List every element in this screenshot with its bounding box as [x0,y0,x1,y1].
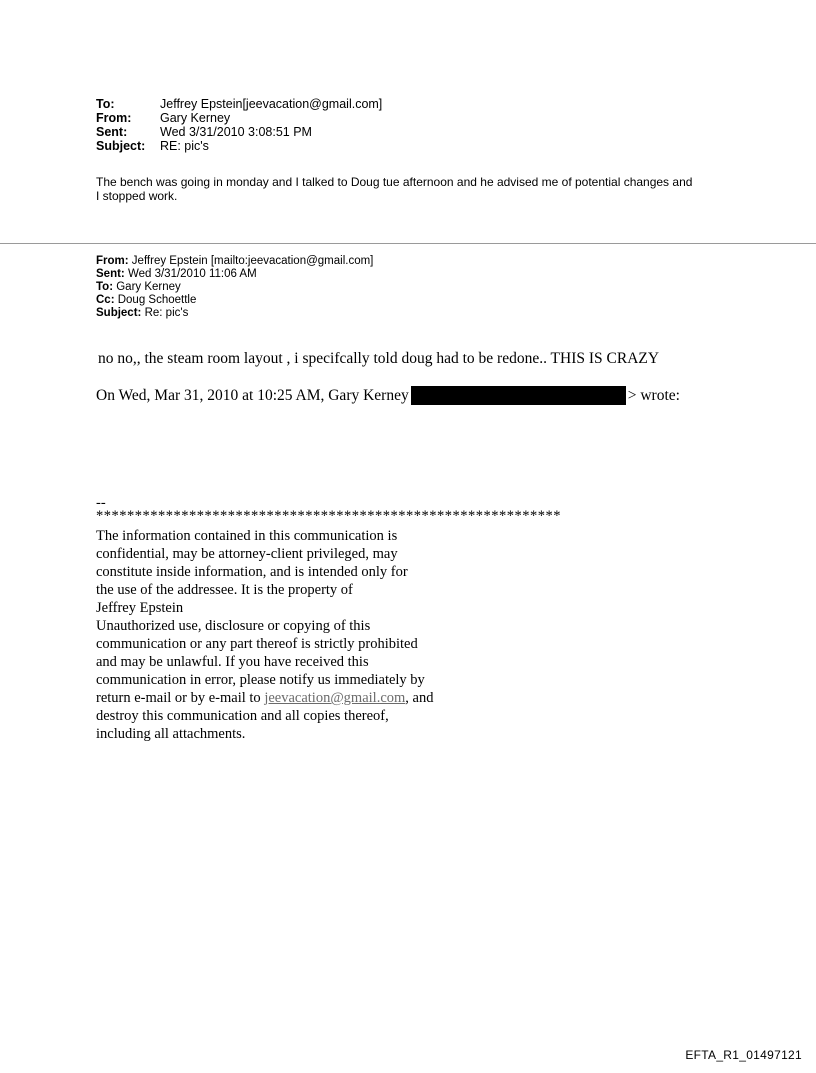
quoted-subject-value: Re: pic's [144,307,189,319]
reply-body [96,175,736,203]
disclaimer-line: The information contained in this communication is [96,528,398,544]
to-value: Jeffrey Epstein[jeevacation@gmail.com] [160,97,383,111]
signature-stars: ************************************************************ [96,508,561,524]
quoted-to-value: Gary Kerney [116,281,181,293]
disclaimer-line: and may be unlawful. If you have received this [96,654,369,670]
to-row [96,97,382,111]
disclaimer-return-line [96,689,561,707]
quoted-cc-row [96,294,373,307]
quoted-subject-label: Subject: [96,307,142,319]
quoted-sent-value: Wed 3/31/2010 11:06 AM [127,268,257,280]
quoted-from-label: From: [96,255,129,267]
return-before: return e-mail or by e-mail to [96,690,265,706]
quoted-sent-row [96,268,373,281]
signature-dash: -- [96,495,106,511]
subject-value: RE: pic's [160,139,209,153]
disclaimer-line: Unauthorized use, disclosure or copying of this [96,618,371,634]
disclaimer-line: constitute inside information, and is intended only for [96,564,408,580]
reply-body-line: I stopped work. [96,189,178,203]
from-value: Gary Kerney [160,111,231,125]
disclaimer-line: the use of the addressee. It is the property of [96,582,353,598]
attribution-after: > wrote: [627,386,680,404]
quoted-sent-label: Sent: [96,268,125,280]
from-label: From: [96,111,132,125]
disclaimer-line: confidential, may be attorney-client privileged, may [96,546,398,562]
from-row [96,111,382,125]
disclaimer-line: communication or any part thereof is strictly prohibited [96,636,418,652]
sent-label: Sent: [96,125,128,139]
to-label: To: [96,97,115,111]
quoted-to-label: To: [96,281,114,293]
attribution-line [96,386,680,405]
quoted-body: no no,, the steam room layout , i specifcally told doug had to be redone.. THIS IS CRAZY [98,350,660,367]
quoted-from-row [96,255,373,268]
quoted-subject-row [96,307,373,320]
disclaimer-line: destroy this communication and all copies thereof, [96,708,389,724]
document-id: EFTA_R1_01497121 [685,1048,802,1062]
redaction-box [411,386,626,405]
quoted-cc-label: Cc: [96,294,115,306]
return-after: , and [405,690,434,706]
quoted-to-row [96,281,373,294]
disclaimer-line: Jeffrey Epstein [96,600,184,616]
reply-body-line: The bench was going in monday and I talked to Doug tue afternoon and he advised me of potential changes and [96,175,693,189]
email-link[interactable]: jeevacation@gmail.com [264,690,406,706]
disclaimer-line: including all attachments. [96,726,246,742]
quoted-header [96,255,373,320]
subject-label: Subject: [96,139,146,153]
disclaimer-line: communication in error, please notify us immediately by [96,672,425,688]
subject-row [96,139,382,153]
sent-row [96,125,382,139]
attribution-before: On Wed, Mar 31, 2010 at 10:25 AM, Gary Kerney [96,386,409,404]
signature-disclaimer [96,497,561,743]
email-header [96,97,382,153]
sent-value: Wed 3/31/2010 3:08:51 PM [160,125,312,139]
quoted-cc-value: Doug Schoettle [117,294,197,306]
quoted-from-value: Jeffrey Epstein [mailto:jeevacation@gmail.com] [131,255,374,267]
message-divider [0,243,816,244]
